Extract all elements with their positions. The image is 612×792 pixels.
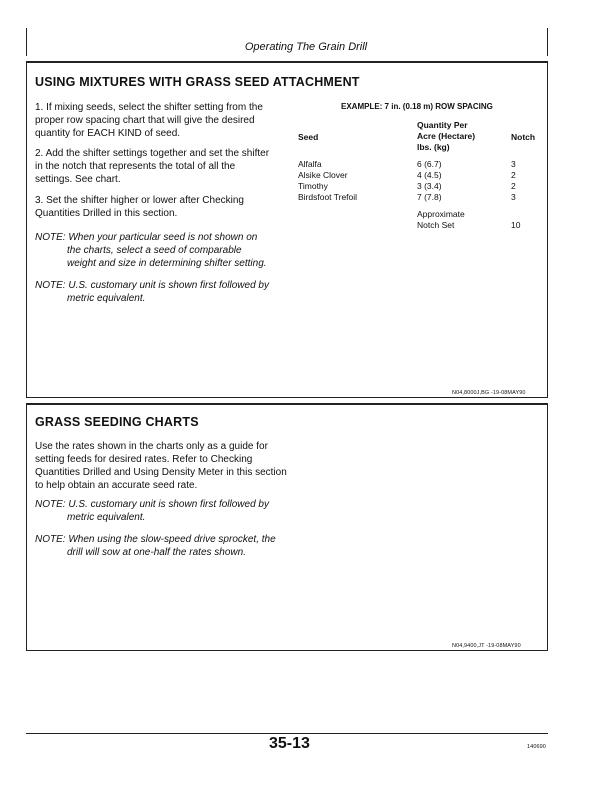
col-header-quantity: Quantity Per Acre (Hectare) lbs. (kg) xyxy=(417,120,476,152)
footer-rule xyxy=(26,733,548,734)
section2-right-rule xyxy=(547,403,548,651)
approx-notch-value: 10 xyxy=(511,220,521,230)
section1-bottom-rule xyxy=(26,397,548,398)
step-2: 2. Add the shifter settings together and set the shifter in the notch that represents the total of all the settings. See chart. xyxy=(35,148,270,185)
section1-note-2: NOTE: U.S. customary unit is shown first followed by metric equivalent. xyxy=(35,280,269,304)
col-header-notch: Notch xyxy=(511,132,536,142)
section2-note-2: NOTE: When using the slow-speed drive sprocket, the drill will sow at one-half the rates shown. xyxy=(35,534,276,558)
step-3: 3. Set the shifter higher or lower after Checking Quantities Drilled in this section. xyxy=(35,195,244,219)
section1-note-1: NOTE: When your particular seed is not shown on the charts, select a seed of comparable weight and size in determining shifter setting. xyxy=(35,232,267,269)
page-number: 35-13 xyxy=(269,735,310,752)
section2-paragraph: Use the rates shown in the charts only as a guide for setting feeds for desired rates. Refer to Checking Quantities Drilled and Using Density Meter in this section to help obtain an accurate seed rate. xyxy=(35,441,287,491)
section1-reference-code: N04,8000J,BG -19-08MAY90 xyxy=(452,390,526,396)
footer-code: 140690 xyxy=(527,744,546,750)
page-header-title: Operating The Grain Drill xyxy=(244,41,368,53)
approx-notch-label: Approximate Notch Set xyxy=(417,209,465,230)
section1-top-rule xyxy=(26,61,548,63)
step-1: 1. If mixing seeds, select the shifter setting from the proper row spacing chart that will give the desired quantity for EACH KIND of seed. xyxy=(35,102,263,139)
section2-bottom-rule xyxy=(26,650,548,651)
table-row-notch: 3 2 2 3 xyxy=(511,159,516,202)
section2-note-1: NOTE: U.S. customary unit is shown first followed by metric equivalent. xyxy=(35,499,269,523)
section1-right-rule xyxy=(547,61,548,398)
section2-left-rule xyxy=(26,403,27,651)
section2-top-rule xyxy=(26,403,548,405)
section1-left-rule xyxy=(26,61,27,398)
table-row-seed: Alfalfa Alsike Clover Timothy Birdsfoot Trefoil xyxy=(298,159,358,202)
col-header-seed: Seed xyxy=(298,132,319,142)
section2-title: GRASS SEEDING CHARTS xyxy=(35,415,199,429)
example-title: EXAMPLE: 7 in. (0.18 m) ROW SPACING xyxy=(341,102,493,111)
table-row-quantity: 6 (6.7) 4 (4.5) 3 (3.4) 7 (7.8) xyxy=(417,159,442,202)
section1-title: USING MIXTURES WITH GRASS SEED ATTACHMENT xyxy=(35,75,360,89)
section2-reference-code: N04,9400,JT -19-08MAY90 xyxy=(452,643,521,649)
